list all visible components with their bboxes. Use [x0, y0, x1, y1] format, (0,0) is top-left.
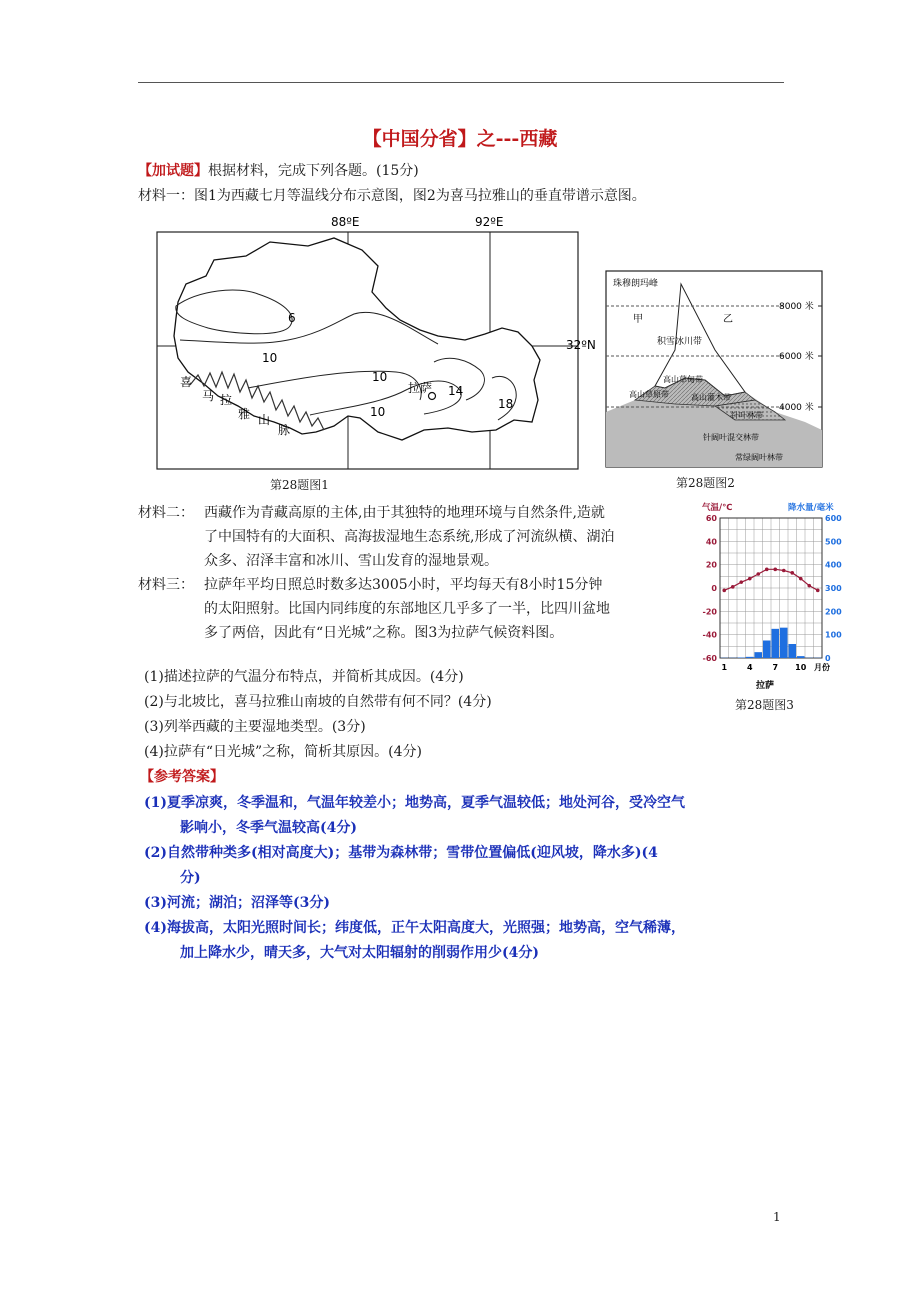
material-2-line-3: 众多、沼泽丰富和冰川、雪山发育的湿地景观。	[204, 553, 498, 569]
alt-4000-label: 4000 米	[779, 403, 814, 413]
header-rule	[138, 82, 784, 83]
temp-point-8	[782, 569, 786, 573]
zone-snow: 积雪冰川带	[657, 337, 703, 347]
material-2-line-2: 了中国特有的大面积、高海拔湿地生态系统,形成了河流纵横、湖泊	[204, 529, 615, 545]
answer-heading: 【参考答案】	[140, 769, 224, 785]
x-tick: 1	[721, 663, 728, 672]
city-label-lhasa: 拉萨	[408, 381, 433, 395]
iso-label-14: 14	[448, 384, 464, 398]
precip-bar-8	[780, 628, 788, 658]
temp-point-5	[756, 572, 760, 576]
temp-tick: -40	[702, 630, 717, 640]
lon-92-label: 92ºE	[475, 215, 504, 229]
precip-axis-title: 降水量/毫米	[788, 503, 834, 513]
zone-steppe: 高山草原带	[629, 390, 669, 399]
zone-conifer: 针叶林带	[731, 411, 763, 420]
question-4: (4)拉萨有“日光城”之称，简析其原因。(4分)	[144, 744, 422, 760]
answer-1-line-2: 影响小，冬季气温较高(4分)	[180, 820, 357, 836]
temp-point-1	[722, 589, 726, 593]
material-3-line-1: 拉萨年平均日照总时数多达3005小时，平均每天有8小时15分钟	[204, 577, 603, 593]
iso-label-10b: 10	[372, 370, 388, 384]
vertical-zone-diagram	[605, 270, 827, 470]
zone-meadow: 高山草甸带	[663, 375, 703, 384]
material-2-line-1: 西藏作为青藏高原的主体,由于其独特的地理环境与自然条件,造就	[204, 505, 605, 521]
figure-2-caption: 第28题图2	[676, 476, 735, 490]
lon-88-label: 88ºE	[331, 215, 360, 229]
precip-bar-4	[746, 657, 754, 658]
range-char-3: 拉	[220, 393, 233, 407]
precip-bar-7	[772, 629, 780, 658]
slope-yi: 乙	[723, 314, 733, 325]
figure-1-caption: 第28题图1	[270, 478, 329, 492]
peak-label: 珠穆朗玛峰	[613, 279, 659, 289]
zone-shrub: 高山灌木带	[691, 393, 731, 402]
intro-tag: 【加试题】	[138, 163, 208, 179]
material-3-label: 材料三：	[138, 577, 194, 593]
range-char-1: 喜	[180, 375, 193, 389]
answer-4-line-2: 加上降水少，晴天多，大气对太阳辐射的削弱作用少(4分)	[180, 945, 539, 961]
answer-2-line-1: (2)自然带种类多(相对高度大)；基带为森林带；雪带位置偏低(迎风坡，降水多)(4	[144, 845, 658, 861]
precip-bar-10	[797, 656, 805, 658]
x-tick: 10	[795, 663, 807, 672]
alt-6000-label: 6000 米	[779, 352, 814, 362]
precip-tick: 600	[825, 514, 842, 523]
x-tick: 4	[746, 663, 753, 672]
climate-chart	[690, 498, 850, 694]
precip-tick: 400	[825, 560, 842, 570]
answer-2-line-2: 分)	[180, 870, 201, 886]
temp-tick: 0	[711, 584, 717, 593]
isotherm-map	[120, 210, 610, 475]
slope-jia: 甲	[633, 314, 643, 325]
temp-point-6	[765, 568, 769, 572]
page-number: 1	[773, 1210, 781, 1224]
question-2: (2)与北坡比，喜马拉雅山南坡的自然带有何不同？(4分)	[144, 694, 492, 710]
temp-point-12	[816, 589, 820, 593]
temp-tick: 60	[705, 514, 717, 523]
page-title: 【中国分省】之---西藏	[362, 128, 558, 150]
answer-1-line-1: (1)夏季凉爽，冬季温和，气温年较差小；地势高，夏季气温较低；地处河谷，受冷空气	[144, 795, 685, 811]
iso-label-6: 6	[288, 311, 296, 325]
precip-tick: 200	[825, 607, 842, 617]
temp-tick: -60	[702, 654, 717, 663]
temp-point-7	[773, 568, 777, 572]
temp-point-11	[807, 584, 811, 588]
x-tick: 月份	[814, 663, 830, 672]
material-1: 材料一：图1为西藏七月等温线分布示意图，图2为喜马拉雅山的垂直带谱示意图。	[138, 188, 646, 204]
iso-label-10c: 10	[370, 405, 386, 419]
range-char-4: 雅	[238, 407, 251, 421]
intro-text: 根据材料，完成下列各题。(15分)	[208, 163, 419, 179]
material-3-line-2: 的太阳照射。比国内同纬度的东部地区几乎多了一半，比四川盆地	[204, 601, 610, 617]
zone-mixed: 针阔叶混交林带	[703, 433, 759, 442]
lat-32-label: 32ºN	[566, 338, 596, 352]
range-char-2: 马	[202, 389, 215, 403]
precip-bar-6	[763, 641, 771, 659]
answer-4-line-1: (4)海拔高，太阳光照时间长；纬度低，正午太阳高度大，光照强；地势高，空气稀薄，	[144, 920, 685, 936]
temp-point-2	[731, 585, 735, 589]
temp-point-9	[790, 571, 794, 575]
figure-3-caption: 第28题图3	[735, 698, 794, 712]
question-3: (3)列举西藏的主要湿地类型。(3分)	[144, 719, 366, 735]
iso-label-18: 18	[498, 397, 514, 411]
iso-label-10a: 10	[262, 351, 278, 365]
material-3-line-3: 多了两倍，因此有“日光城”之称。图3为拉萨气候资料图。	[204, 625, 564, 641]
temp-point-4	[748, 577, 752, 581]
precip-tick: 100	[825, 630, 842, 640]
zone-evergreen: 常绿阔叶林带	[735, 453, 783, 462]
temp-point-10	[799, 577, 803, 581]
temp-axis-title: 气温/℃	[702, 503, 733, 513]
precip-bar-9	[789, 644, 797, 658]
alt-8000-label: 8000 米	[779, 302, 814, 312]
temp-point-3	[739, 580, 743, 584]
x-tick: 7	[772, 663, 779, 672]
temp-tick: 40	[705, 537, 717, 547]
temp-tick: -20	[702, 607, 717, 617]
answer-3: (3)河流；湖泊；沼泽等(3分)	[144, 895, 330, 911]
question-1: (1)描述拉萨的气温分布特点，并简析其成因。(4分)	[144, 669, 464, 685]
range-char-6: 脉	[278, 423, 291, 437]
chart-station-title: 拉萨	[756, 681, 775, 691]
precip-tick: 0	[825, 654, 831, 663]
range-char-5: 山	[258, 413, 271, 427]
material-2-label: 材料二：	[138, 505, 194, 521]
precip-tick: 300	[825, 584, 842, 593]
temp-tick: 20	[705, 560, 717, 570]
precip-bar-5	[755, 652, 763, 658]
intro-line	[138, 160, 419, 182]
precip-tick: 500	[825, 537, 842, 547]
